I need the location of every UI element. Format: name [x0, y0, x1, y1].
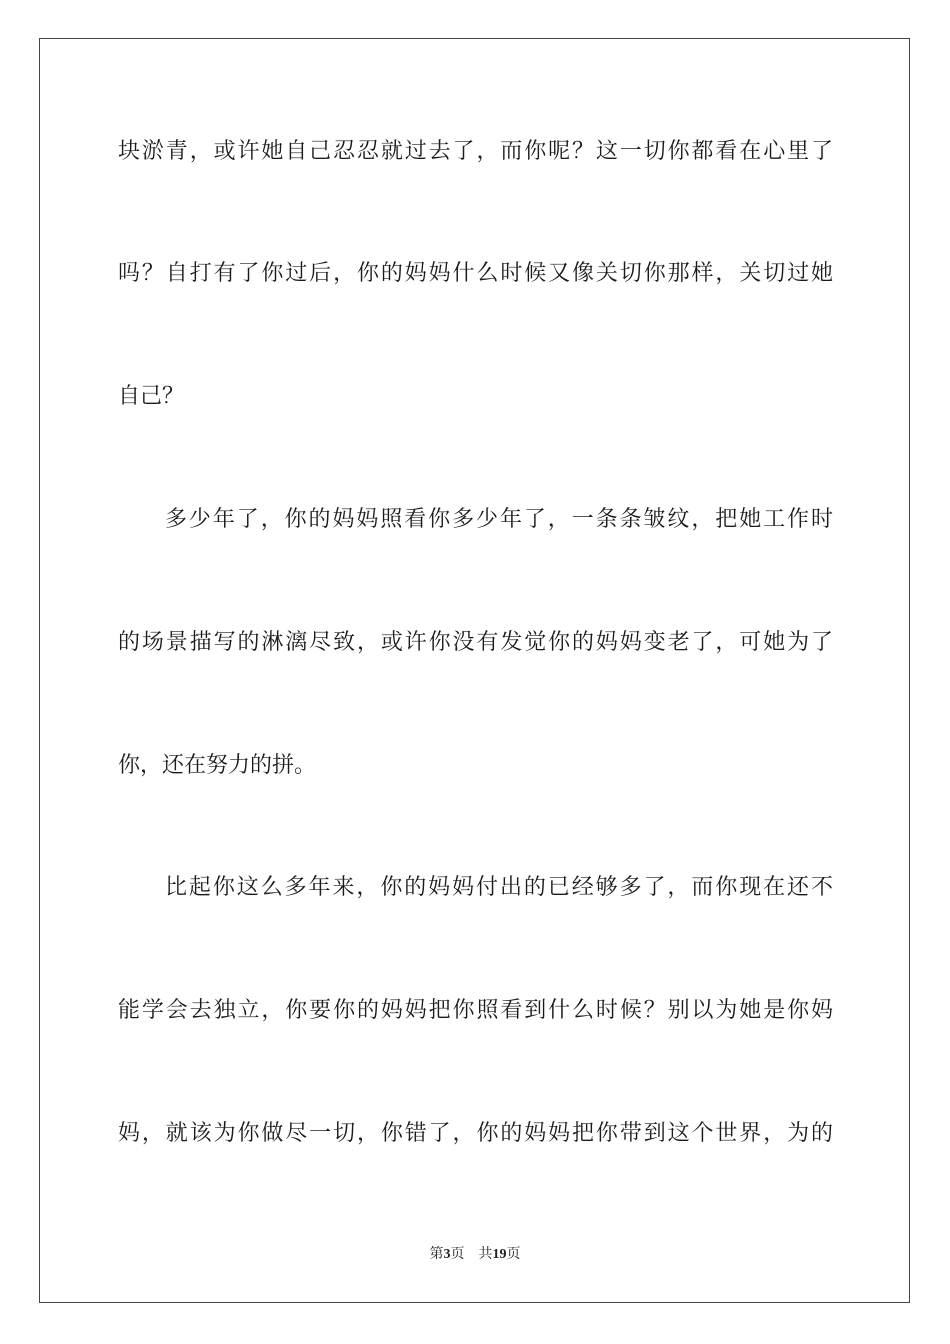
footer-page-number: 3: [443, 1247, 451, 1262]
paragraph-line-8: 能学会去独立，你要你的妈妈把你照看到什么时候？别以为她是你妈: [118, 998, 833, 1023]
paragraph-line-5: 的场景描写的淋漓尽致，或许你没有发觉你的妈妈变老了，可她为了: [118, 630, 833, 655]
footer-page-suffix: 页: [450, 1247, 465, 1262]
footer-page-prefix: 第: [429, 1247, 444, 1262]
paragraph-line-3: 自己？: [118, 384, 185, 409]
paragraph-line-9: 妈，就该为你做尽一切，你错了，你的妈妈把你带到这个世界，为的: [118, 1121, 833, 1146]
footer-total-suffix: 页: [506, 1247, 521, 1262]
paragraph-line-6: 你，还在努力的拼。: [118, 753, 317, 778]
footer-total-pages: 19: [492, 1247, 507, 1262]
page-footer: [0, 1246, 950, 1264]
page-border: [39, 38, 910, 1303]
paragraph-line-1: 块淤青，或许她自己忍忍就过去了，而你呢？这一切你都看在心里了: [118, 139, 833, 164]
paragraph-line-4: 多少年了，你的妈妈照看你多少年了，一条条皱纹，把她工作时: [165, 507, 833, 532]
footer-total-prefix: 共: [478, 1247, 493, 1262]
paragraph-line-7: 比起你这么多年来，你的妈妈付出的已经够多了，而你现在还不: [165, 875, 833, 900]
paragraph-line-2: 吗？自打有了你过后，你的妈妈什么时候又像关切你那样，关切过她: [118, 261, 833, 286]
